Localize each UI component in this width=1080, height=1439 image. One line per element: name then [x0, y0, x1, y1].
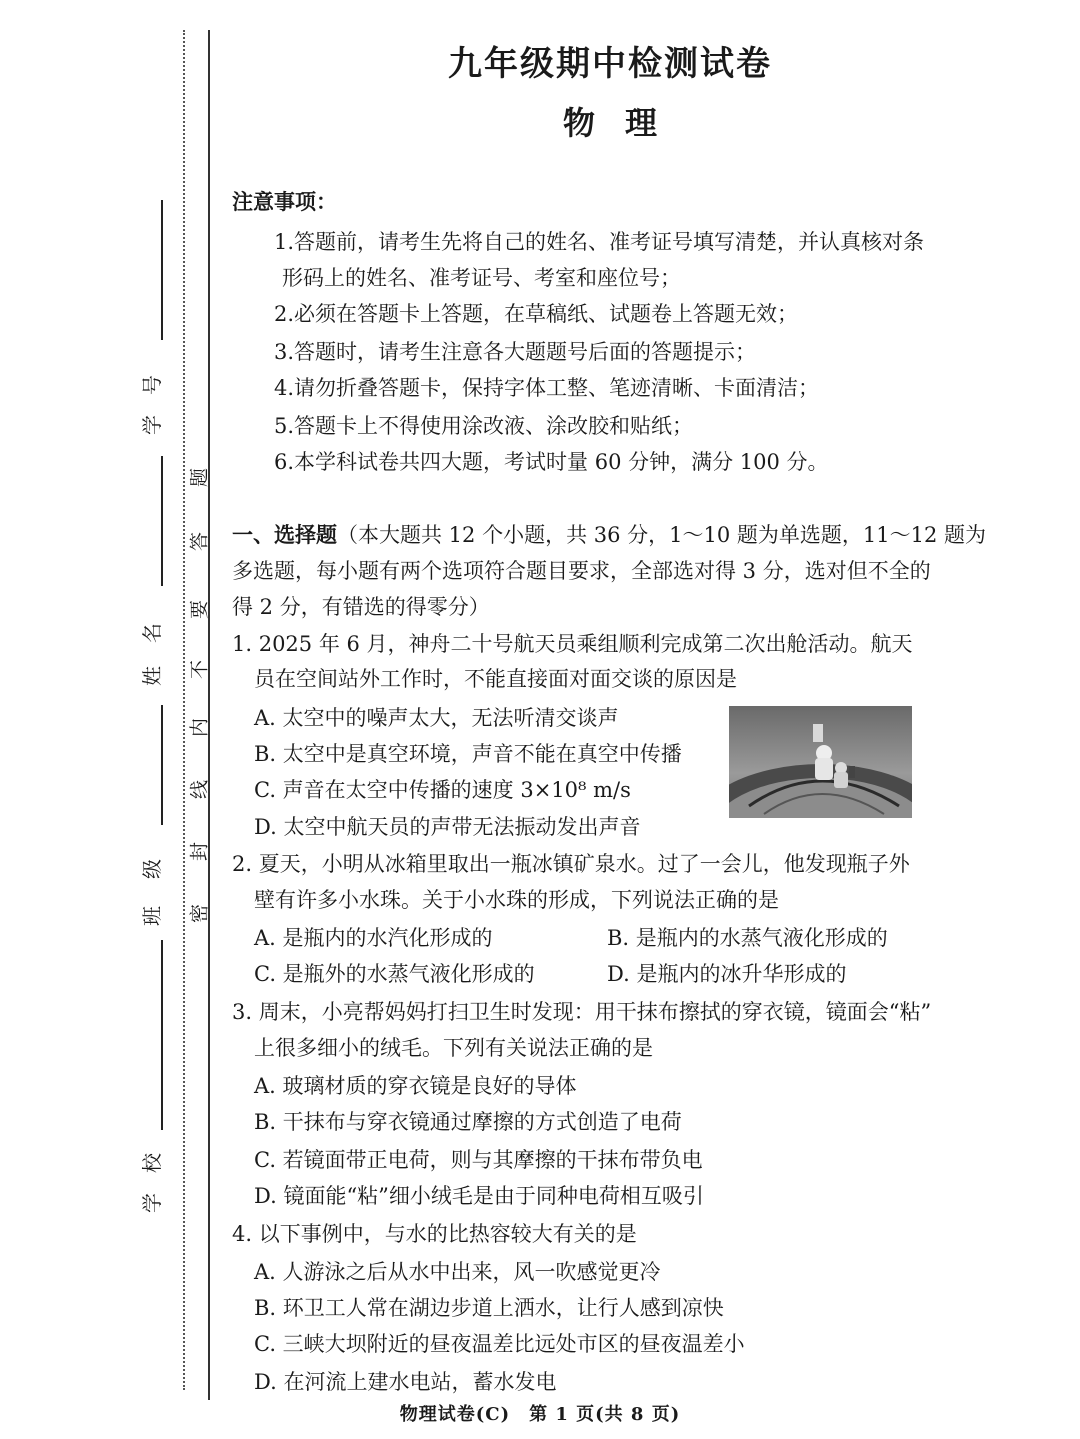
student-id-blank [161, 200, 163, 340]
q1-stem-line2: 员在空间站外工作时，不能直接面对面交谈的原因是 [254, 667, 737, 691]
subject-title: 物理 [562, 104, 687, 142]
q2-option-b: B. 是瓶内的水蒸气液化形成的 [607, 926, 888, 950]
seal-char-5: 不 [188, 660, 211, 680]
label-student-id-char1: 学 [140, 415, 164, 435]
name-blank [161, 456, 163, 586]
note-line: 3.答题时，请考生注意各大题题号后面的答题提示； [274, 340, 757, 364]
section1-intro-line3: 得 2 分，有错选的得零分） [232, 595, 490, 619]
note-line: 2.必须在答题卡上答题，在草稿纸、试题卷上答题无效； [274, 302, 799, 326]
exam-title: 九年级期中检测试卷 [448, 44, 772, 84]
seal-char-3: 线 [188, 780, 211, 800]
note-line: 1.答题前，请考生先将自己的姓名、准考证号填写清楚，并认真核对条 [274, 230, 925, 254]
q4-option-c: C. 三峡大坝附近的昼夜温差比远处市区的昼夜温差小 [254, 1332, 745, 1356]
section1-intro-line2: 多选题，每小题有两个选项符合题目要求，全部选对得 3 分，选对但不全的 [232, 559, 931, 583]
label-class-char2: 级 [140, 859, 164, 879]
q1-stem-line1: 1. 2025 年 6 月，神舟二十号航天员乘组顺利完成第二次出舱活动。航天 [232, 632, 913, 656]
class-blank [161, 705, 163, 825]
q3-option-d: D. 镜面能“粘”细小绒毛是由于同种电荷相互吸引 [254, 1184, 704, 1208]
q1-option-d: D. 太空中航天员的声带无法振动发出声音 [254, 815, 641, 839]
page-footer: 物理试卷(C) 第 1 页(共 8 页) [399, 1404, 681, 1425]
q2-option-a: A. 是瓶内的水汽化形成的 [254, 926, 493, 950]
note-line: 4.请勿折叠答题卡，保持字体工整、笔迹清晰、卡面清洁； [274, 376, 820, 400]
q4-option-a: A. 人游泳之后从水中出来，风一吹感觉更冷 [254, 1260, 661, 1284]
q3-stem-line1: 3. 周末，小亮帮妈妈打扫卫生时发现：用干抹布擦拭的穿衣镜，镜面会“粘” [232, 1000, 932, 1024]
q2-option-c: C. 是瓶外的水蒸气液化形成的 [254, 962, 535, 986]
q2-option-d: D. 是瓶内的冰升华形成的 [607, 962, 847, 986]
section1-intro-line1 [232, 521, 986, 549]
label-school-char2: 校 [140, 1153, 164, 1173]
label-class-char1: 班 [140, 906, 164, 926]
note-line: 5.答题卡上不得使用涂改液、涂改胶和贴纸； [274, 414, 694, 438]
seal-char-4: 内 [188, 718, 211, 738]
label-name-char1: 姓 [140, 666, 164, 686]
seal-char-1: 密 [188, 904, 211, 924]
seal-char-8: 题 [188, 468, 211, 488]
q3-option-a: A. 玻璃材质的穿衣镜是良好的导体 [254, 1074, 577, 1098]
q4-option-d: D. 在河流上建水电站，蓄水发电 [254, 1370, 557, 1394]
note-line: 形码上的姓名、准考证号、考室和座位号； [282, 266, 681, 290]
fold-dotted-line [183, 30, 185, 1390]
astronaut-photo [729, 706, 912, 818]
notes-heading: 注意事项： [232, 189, 337, 214]
q3-option-c: C. 若镜面带正电荷，则与其摩擦的干抹布带负电 [254, 1148, 703, 1172]
q1-option-b: B. 太空中是真空环境，声音不能在真空中传播 [254, 742, 682, 766]
section1-intro: （本大题共 12 个小题，共 36 分，1～10 题为单选题，11～12 题为 [337, 523, 987, 547]
seal-char-2: 封 [188, 842, 211, 862]
q2-stem-line2: 壁有许多小水珠。关于小水珠的形成，下列说法正确的是 [254, 888, 779, 912]
q1-option-a: A. 太空中的噪声太大，无法听清交谈声 [254, 706, 619, 730]
label-name-char2: 名 [140, 623, 164, 643]
note-line: 6.本学科试卷共四大题，考试时量 60 分钟，满分 100 分。 [274, 450, 829, 474]
q3-option-b: B. 干抹布与穿衣镜通过摩擦的方式创造了电荷 [254, 1110, 682, 1134]
seal-char-7: 答 [188, 532, 211, 552]
q1-option-c: C. 声音在太空中传播的速度 3×10⁸ m/s [254, 778, 631, 802]
q3-stem-line2: 上很多细小的绒毛。下列有关说法正确的是 [254, 1036, 653, 1060]
q4-option-b: B. 环卫工人常在湖边步道上洒水，让行人感到凉快 [254, 1296, 724, 1320]
seal-char-6: 要 [188, 600, 211, 620]
school-blank [161, 940, 163, 1130]
label-student-id-char2: 号 [140, 375, 164, 395]
q4-stem-line1: 4. 以下事例中，与水的比热容较大有关的是 [232, 1222, 637, 1246]
label-school-char1: 学 [140, 1193, 164, 1213]
q2-stem-line1: 2. 夏天，小明从冰箱里取出一瓶冰镇矿泉水。过了一会儿，他发现瓶子外 [232, 852, 910, 876]
section1-heading: 一、选择题 [232, 522, 337, 547]
